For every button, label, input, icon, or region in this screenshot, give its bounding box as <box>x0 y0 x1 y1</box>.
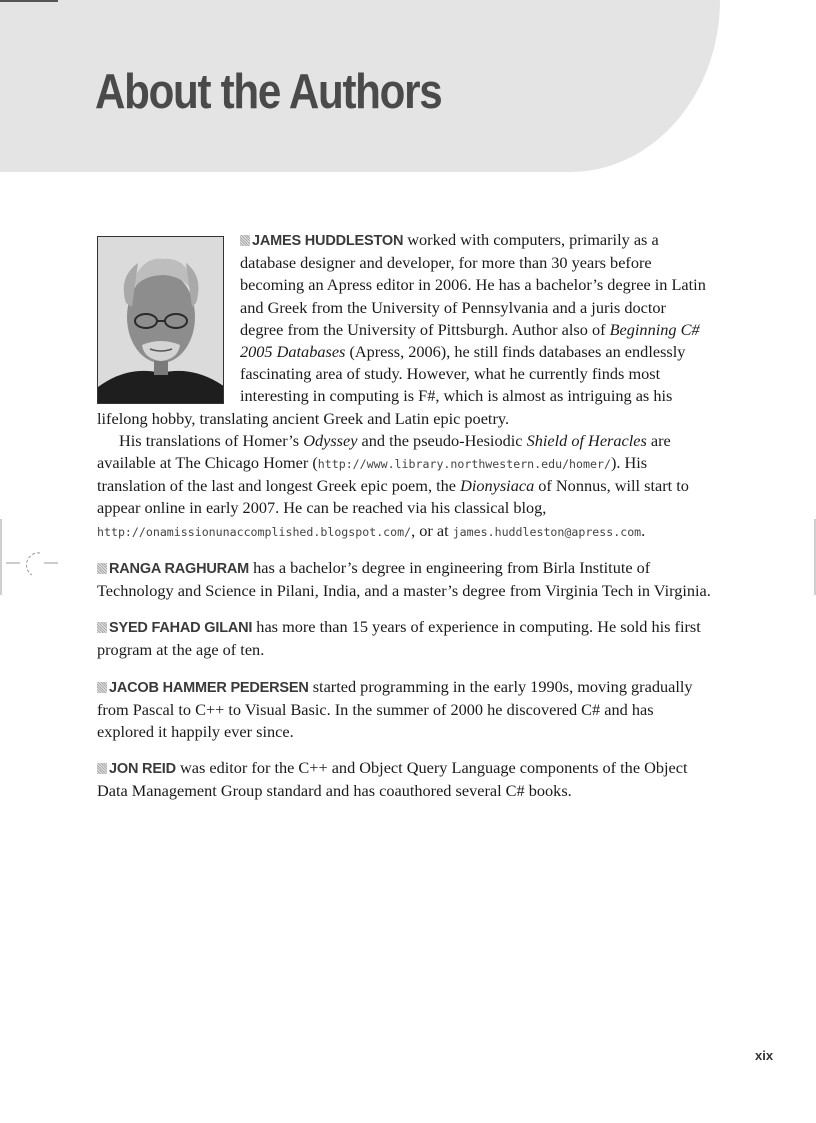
bullet-marker-icon <box>97 622 107 633</box>
author-bio-raghuram: RANGA RAGHURAM has a bachelor’s degree in engineering from Birla Institute of Technology and Science in Pilani, India, and a master’s degree from Virginia Tech in Virginia. <box>97 557 711 601</box>
blog-link[interactable]: http://onamissionunaccomplished.blogspot.com/ <box>97 524 412 539</box>
homer-link[interactable]: http://www.library.northwestern.edu/homer/ <box>317 457 611 472</box>
authors-content <box>97 229 713 817</box>
bullet-marker-icon <box>97 682 107 693</box>
email-link[interactable]: james.huddleston@apress.com <box>452 524 642 539</box>
page-number: xix <box>755 1048 774 1063</box>
author-bio-huddleston: JAMES HUDDLESTON worked with computers, primarily as a database designer and developer, for more than 30 years before becoming an Apress editor in 2006. He has a bachelor’s degree in Latin and Greek from the University of Pennsylvania and a juris doctor degree from the University of Pittsburgh. Author also of Beginning C# 2005 Databases (Apress, 2006), he still finds databases an endlessly fascinating area of study. However, what he currently finds most interesting in computing is F#, which is almost as intriguing as his lifelong hobby, translating ancient Greek and Latin epic poetry. <box>97 230 706 428</box>
author-portrait-icon <box>98 237 224 404</box>
author-bio-reid: JON REID was editor for the C++ and Object Query Language components of the Object Data Management Group standard and has coauthored several C# books. <box>97 758 688 801</box>
author-name: JACOB HAMMER PEDERSEN <box>109 679 309 696</box>
author-name: JAMES HUDDLESTON <box>252 233 404 249</box>
left-margin-rule <box>0 519 2 595</box>
bullet-marker-icon <box>240 235 250 246</box>
book-title: Beginning C# 2005 Databases <box>240 319 700 362</box>
author-photo <box>97 236 224 404</box>
bullet-marker-icon <box>97 563 107 574</box>
top-rule <box>0 0 58 2</box>
author-bio-gilani: SYED FAHAD GILANI has more than 15 years of experience in computing. He sold his first program at the age of ten. <box>97 617 701 660</box>
page-title: About the Authors <box>95 65 442 119</box>
author-name: JON REID <box>109 761 176 778</box>
bullet-marker-icon <box>97 763 107 774</box>
registration-mark-icon <box>6 549 58 577</box>
author-bio-huddleston-2: His translations of Homer’s Odyssey and the pseudo-Hesiodic Shield of Heracles are available at The Chicago Homer (http://www.library.northwestern.edu/homer/). His translation of the last and longest Greek epic poem, the Dionysiaca of Nonnus, will start to appear online in early 2007. He can be reached via his classical blog, http://onamissionunaccomplished.blogspot.com/, or at james.huddleston@apress.com. <box>97 430 689 540</box>
author-bio-pedersen: JACOB HAMMER PEDERSEN started programming in the early 1990s, moving gradually from Pascal to C++ to Visual Basic. In the summer of 2000 he discovered C# and has explored it happily ever since. <box>97 676 693 742</box>
author-name: RANGA RAGHURAM <box>109 560 250 577</box>
author-name: SYED FAHAD GILANI <box>109 620 253 637</box>
